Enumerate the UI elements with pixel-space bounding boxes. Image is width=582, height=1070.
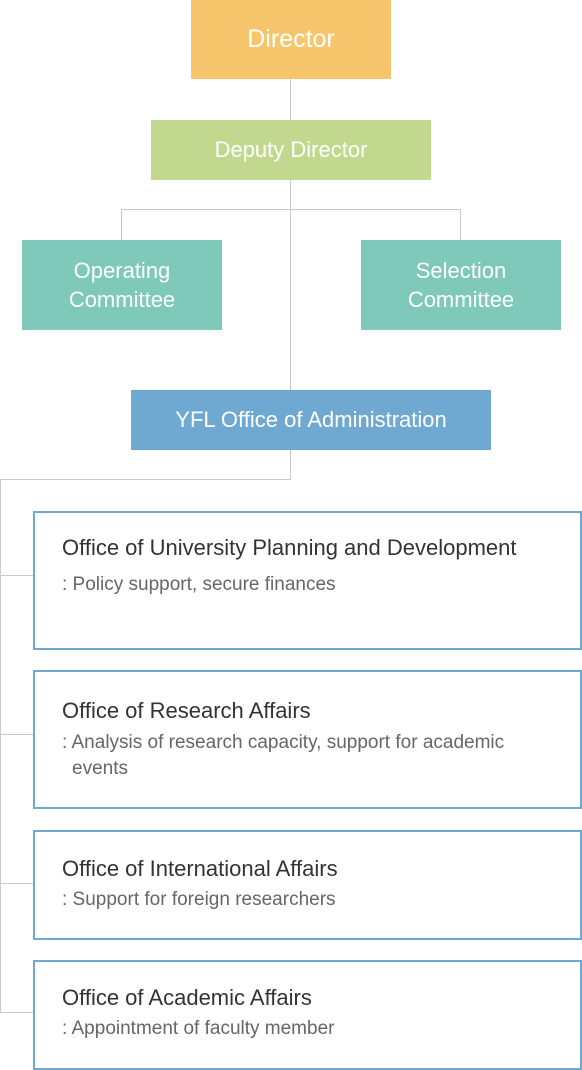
director-box	[191, 0, 391, 79]
selection-committee-box	[361, 240, 561, 330]
connector-committee-horizontal	[121, 209, 461, 210]
connector-offices-vertical	[0, 479, 1, 1013]
connector-office-2	[0, 734, 33, 735]
office-planning-desc: : Policy support, secure finances	[62, 574, 336, 595]
connector-office-4	[0, 1012, 33, 1013]
office-planning-box	[33, 511, 582, 650]
connector-operating-committee	[121, 209, 122, 240]
office-international-box	[33, 830, 582, 940]
office-international-title: Office of International Affairs	[62, 856, 338, 881]
connector-selection-committee	[460, 209, 461, 240]
office-academic-desc: : Appointment of faculty member	[62, 1018, 335, 1039]
office-research-desc: : Analysis of research capacity, support for academic events	[62, 732, 505, 779]
connector-office-1	[0, 575, 33, 576]
office-international-desc: : Support for foreign researchers	[62, 889, 336, 910]
admin-office-box	[131, 390, 491, 450]
deputy-director-box	[151, 120, 431, 180]
connector-admin-horizontal	[0, 479, 291, 480]
office-academic-box	[33, 960, 582, 1070]
office-planning-title: Office of University Planning and Development	[62, 535, 517, 560]
connector-director-deputy	[290, 79, 291, 120]
admin-office-label: YFL Office of Administration	[175, 407, 447, 432]
office-research-title: Office of Research Affairs	[62, 698, 311, 723]
office-research-box	[33, 670, 582, 809]
connector-admin-down	[290, 450, 291, 479]
connector-office-3	[0, 883, 33, 884]
director-label: Director	[247, 25, 335, 53]
office-academic-title: Office of Academic Affairs	[62, 985, 312, 1010]
operating-committee-box	[22, 240, 222, 330]
operating-committee-label: Operating Committee	[68, 258, 176, 312]
selection-committee-label: Selection Committee	[407, 258, 515, 312]
deputy-director-label: Deputy Director	[214, 137, 368, 162]
connector-deputy-admin	[290, 180, 291, 390]
